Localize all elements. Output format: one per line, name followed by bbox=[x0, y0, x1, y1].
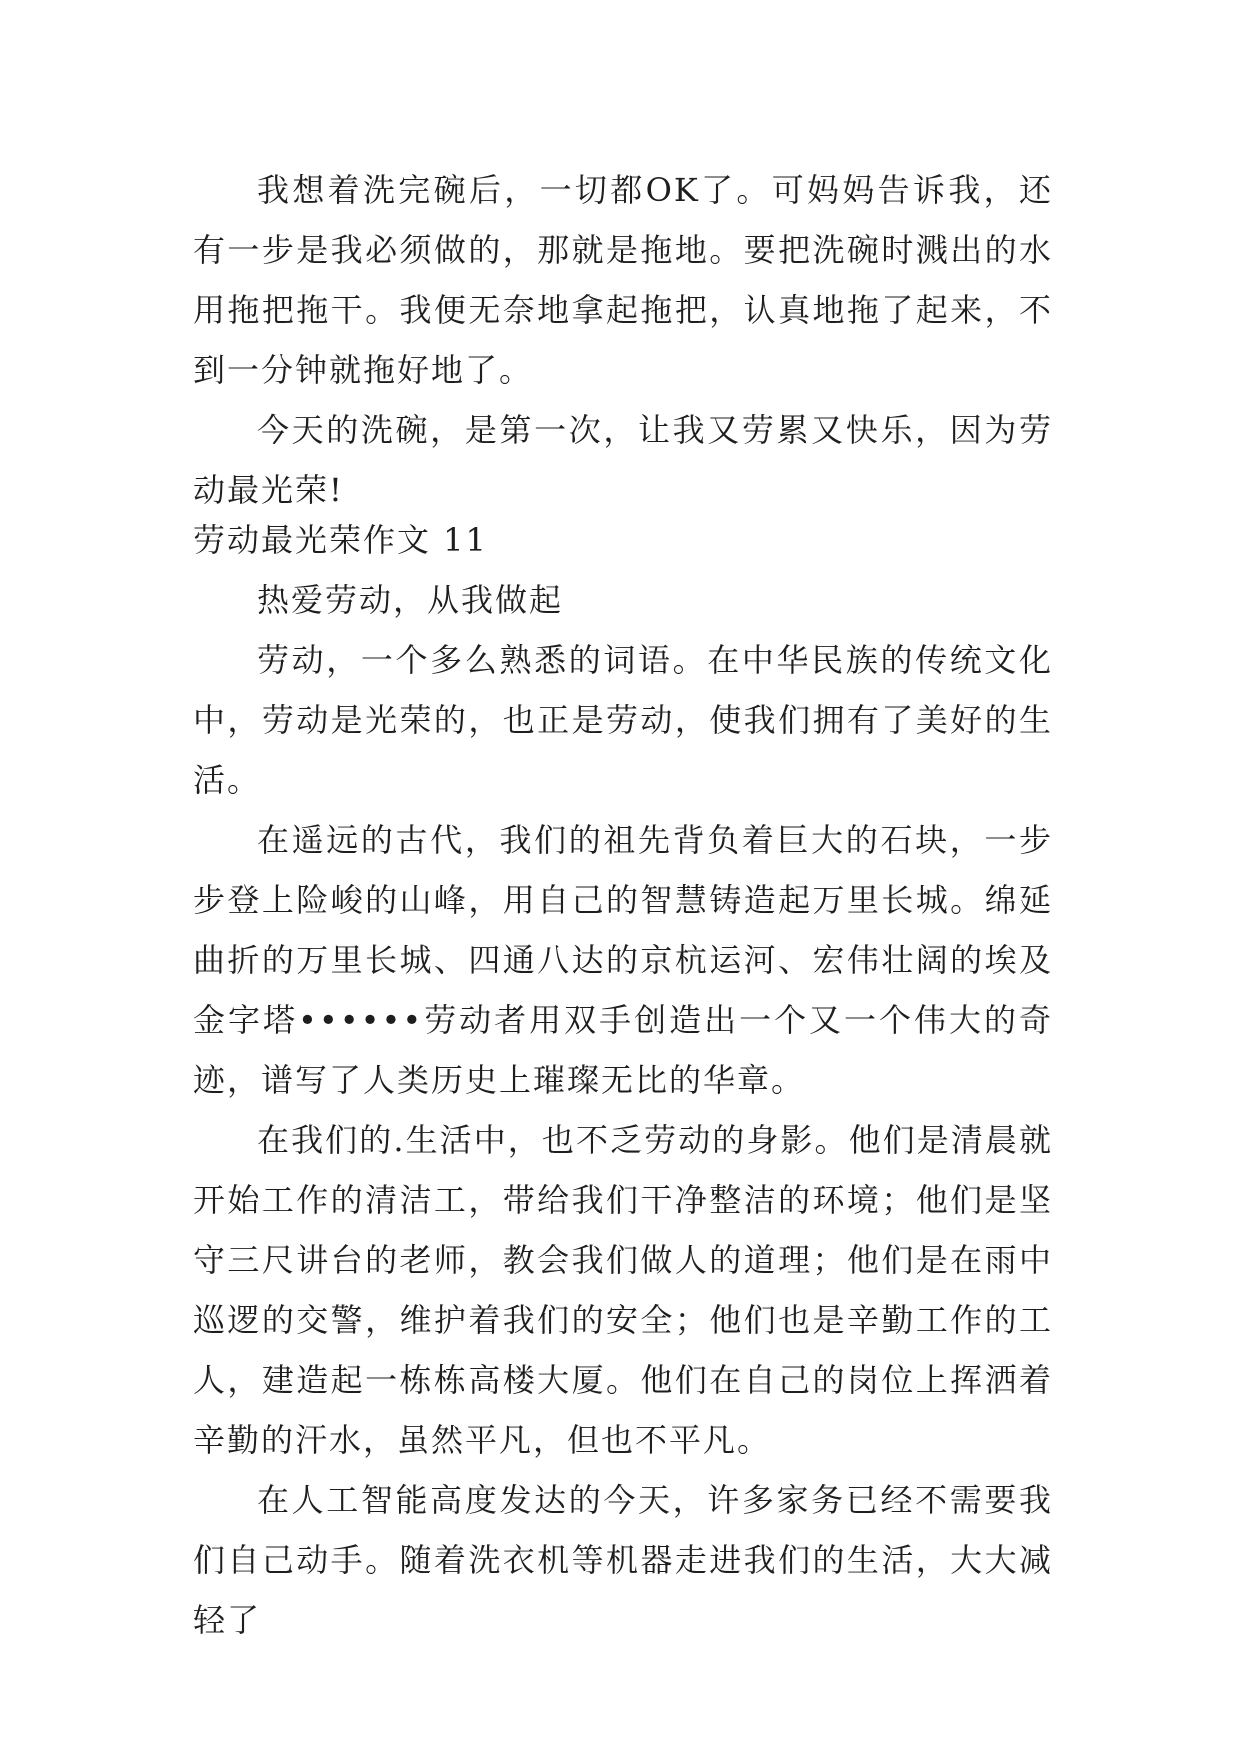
essay-paragraph-ancient: 在遥远的古代，我们的祖先背负着巨大的石块，一步步登上险峻的山峰，用自己的智慧铸造起万里长城。绵延曲折的万里长城、四通八达的京杭运河、宏伟壮阔的埃及金字塔••••••劳动者用双手创造出一个又一个伟大的奇迹，谱写了人类历史上璀璨无比的华章。 bbox=[193, 821, 1053, 1099]
paragraph-dishwashing-mopping: 我想着洗完碗后，一切都OK了。可妈妈告诉我，还有一步是我必须做的，那就是拖地。要把洗碗时溅出的水用拖把拖干。我便无奈地拿起拖把，认真地拖了起来，不到一分钟就拖好地了。 bbox=[193, 171, 1053, 389]
paragraph-conclusion: 今天的洗碗，是第一次，让我又劳累又快乐，因为劳动最光荣! bbox=[193, 411, 1053, 509]
essay-paragraph-intro: 劳动，一个多么熟悉的词语。在中华民族的传统文化中，劳动是光荣的，也正是劳动，使我们拥有了美好的生活。 bbox=[193, 641, 1053, 799]
essay-title: 劳动最光荣作文 11 bbox=[193, 521, 488, 559]
essay-paragraph-daily-life: 在我们的.生活中，也不乏劳动的身影。他们是清晨就开始工作的清洁工，带给我们干净整洁的环境；他们是坚守三尺讲台的老师，教会我们做人的道理；他们是在雨中巡逻的交警，维护着我们的安全；他们也是辛勤工作的工人，建造起一栋栋高楼大厦。他们在自己的岗位上挥洒着辛勤的汗水，虽然平凡，但也不平凡。 bbox=[193, 1121, 1053, 1459]
top-section bbox=[193, 160, 1053, 520]
essay-section bbox=[193, 510, 1053, 1650]
essay-paragraph-ai-era: 在人工智能高度发达的今天，许多家务已经不需要我们自己动手。随着洗衣机等机器走进我们的生活，大大减轻了 bbox=[193, 1481, 1053, 1639]
essay-subtitle: 热爱劳动，从我做起 bbox=[257, 581, 564, 619]
